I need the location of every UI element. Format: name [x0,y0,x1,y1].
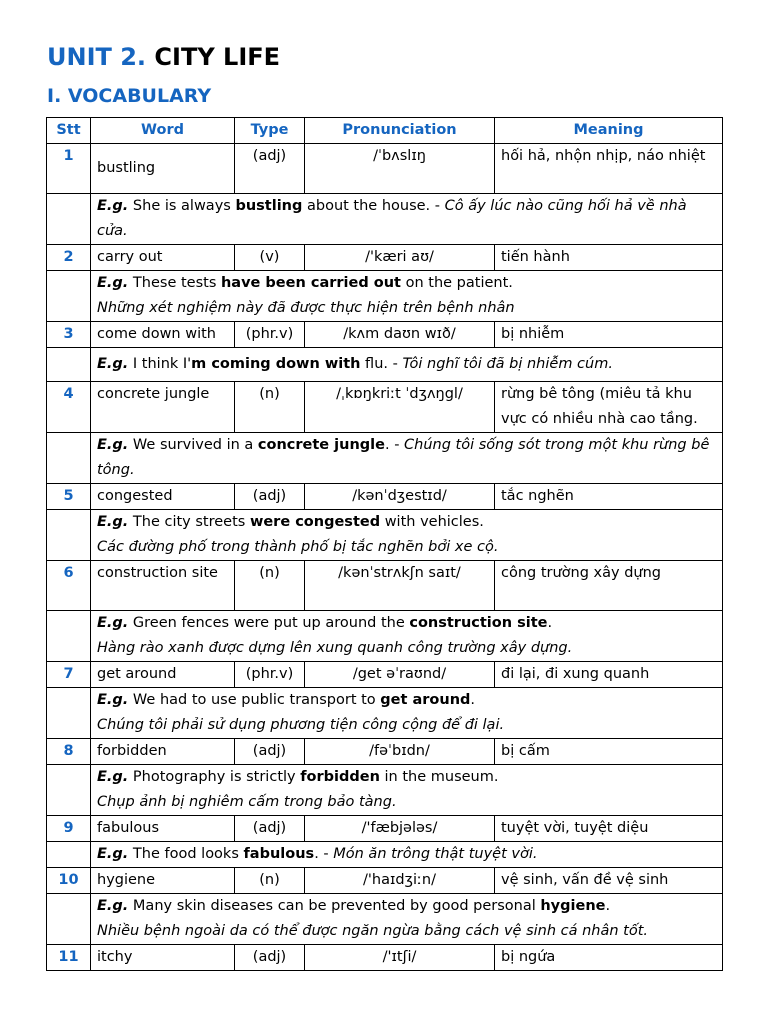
example-label: E.g. [97,437,129,453]
stt-cell: 3 [47,322,91,348]
example-keyword: fabulous [243,846,315,862]
example-cell [91,611,723,662]
pronunciation-cell: /fəˈbɪdn/ [305,739,495,765]
example-row [47,433,723,484]
pronunciation-cell: /'ɪtʃi/ [305,945,495,971]
meaning-cell: tắc nghẽn [495,484,723,510]
example-keyword: m coming down with [191,356,361,372]
header-stt: Stt [47,118,91,144]
example-text-pre: The city streets [128,514,250,530]
example-translation: Cô ấy lúc nào cũng hối hả về nhà cửa. [97,198,687,239]
example-translation: Tôi nghĩ tôi đã bị nhiễm cúm. [402,356,613,372]
word-row [47,561,723,611]
example-keyword: hygiene [540,898,606,914]
type-cell: (adj) [235,945,305,971]
word-cell: fabulous [91,816,235,842]
example-text-post: on the patient. [400,275,513,291]
example-text-pre: We had to use public transport to [128,692,381,708]
stt-cell: 4 [47,382,91,433]
stt-cell: 10 [47,868,91,894]
word-row [47,144,723,194]
stt-cell: 9 [47,816,91,842]
meaning-cell: bị cấm [495,739,723,765]
example-text-post: . [605,898,611,914]
example-row [47,271,723,322]
example-text-post: with vehicles. [380,514,484,530]
example-label: E.g. [97,692,129,708]
example-text-pre: I think I' [128,356,192,372]
stt-cell: 1 [47,144,91,194]
example-label: E.g. [97,615,129,631]
example-row [47,510,723,561]
example-spacer-cell [47,433,91,484]
example-translation: Nhiều bệnh ngoài da có thể được ngăn ngừa bằng cách vệ sinh cá nhân tốt. [97,923,649,939]
pronunciation-cell: /kənˈstrʌkʃn saɪt/ [305,561,495,611]
example-keyword: concrete jungle [257,437,385,453]
header-pronunciation: Pronunciation [305,118,495,144]
meaning-cell: bị ngứa [495,945,723,971]
example-spacer-cell [47,271,91,322]
example-text-post: . [547,615,553,631]
example-row [47,688,723,739]
example-text-pre: Photography is strictly [128,769,301,785]
meaning-cell: công trường xây dựng [495,561,723,611]
example-text-post: flu. - [360,356,403,372]
example-text-pre: These tests [128,275,221,291]
word-cell: carry out [91,245,235,271]
example-translation: Hàng rào xanh được dựng lên xung quanh công trường xây dựng. [97,640,573,656]
type-cell: (adj) [235,816,305,842]
example-keyword: construction site [409,615,548,631]
type-cell: (n) [235,561,305,611]
meaning-cell: đi lại, đi xung quanh [495,662,723,688]
meaning-cell: vệ sinh, vấn đề vệ sinh [495,868,723,894]
word-cell: construction site [91,561,235,611]
example-cell [91,433,723,484]
word-cell: concrete jungle [91,382,235,433]
header-type: Type [235,118,305,144]
example-label: E.g. [97,275,129,291]
word-row [47,816,723,842]
example-spacer-cell [47,765,91,816]
example-spacer-cell [47,194,91,245]
example-text-post: . - [314,846,334,862]
example-text-post: about the house. - [302,198,445,214]
stt-cell: 8 [47,739,91,765]
example-text-pre: Green fences were put up around the [128,615,410,631]
example-translation: Chúng tôi sống sót trong một khu rừng bê tông. [97,437,710,478]
word-row [47,245,723,271]
type-cell: (adj) [235,484,305,510]
pronunciation-cell: /'fæbjələs/ [305,816,495,842]
example-spacer-cell [47,611,91,662]
word-row [47,322,723,348]
word-row [47,662,723,688]
vocabulary-body [47,144,723,971]
meaning-cell: rừng bê tông (miêu tả khu vực có nhiều nhà cao tầng. [495,382,723,433]
type-cell: (phr.v) [235,322,305,348]
word-cell: itchy [91,945,235,971]
stt-cell: 7 [47,662,91,688]
example-label: E.g. [97,846,129,862]
example-spacer-cell [47,348,91,382]
example-spacer-cell [47,688,91,739]
stt-cell: 5 [47,484,91,510]
example-cell [91,194,723,245]
example-translation: Món ăn trông thật tuyệt vời. [333,846,538,862]
pronunciation-cell: /ˌkɒŋkriːt ˈdʒʌŋgl/ [305,382,495,433]
word-row [47,868,723,894]
vocabulary-table [46,117,723,971]
meaning-cell: hối hả, nhộn nhịp, náo nhiệt [495,144,723,194]
pronunciation-cell: /get əˈraʊnd/ [305,662,495,688]
example-text-pre: We survived in a [128,437,258,453]
example-cell [91,348,723,382]
example-spacer-cell [47,894,91,945]
pronunciation-cell: /kənˈdʒestɪd/ [305,484,495,510]
example-text-post: . - [384,437,405,453]
example-text-pre: Many skin diseases can be prevented by good personal [128,898,541,914]
example-row [47,894,723,945]
stt-cell: 6 [47,561,91,611]
word-cell: bustling [91,144,235,194]
example-label: E.g. [97,356,129,372]
example-spacer-cell [47,510,91,561]
word-cell: congested [91,484,235,510]
stt-cell: 11 [47,945,91,971]
table-header-row [47,118,723,144]
header-meaning: Meaning [495,118,723,144]
example-cell [91,765,723,816]
example-text-post: . [470,692,476,708]
example-keyword: forbidden [300,769,380,785]
example-cell [91,842,723,868]
word-cell: come down with [91,322,235,348]
unit-title [47,42,280,72]
unit-number: UNIT 2. [47,43,147,71]
meaning-cell: bị nhiễm [495,322,723,348]
example-translation: Chúng tôi phải sử dụng phương tiện công cộng để đi lại. [97,717,505,733]
example-keyword: have been carried out [220,275,401,291]
example-row [47,611,723,662]
word-cell: get around [91,662,235,688]
example-cell [91,510,723,561]
example-cell [91,271,723,322]
word-row [47,739,723,765]
example-cell [91,894,723,945]
word-row [47,484,723,510]
pronunciation-cell: /kʌm daʊn wɪð/ [305,322,495,348]
unit-name: CITY LIFE [154,43,281,71]
type-cell: (adj) [235,739,305,765]
word-cell: forbidden [91,739,235,765]
type-cell: (adj) [235,144,305,194]
example-keyword: get around [380,692,471,708]
example-keyword: were congested [249,514,381,530]
example-text-post: in the museum. [379,769,499,785]
word-row [47,945,723,971]
example-cell [91,688,723,739]
header-word: Word [91,118,235,144]
example-translation: Các đường phố trong thành phố bị tắc nghẽn bởi xe cộ. [97,539,499,555]
example-label: E.g. [97,898,129,914]
example-text-pre: The food looks [128,846,244,862]
example-keyword: bustling [235,198,303,214]
type-cell: (n) [235,868,305,894]
example-label: E.g. [97,514,129,530]
example-label: E.g. [97,769,129,785]
example-spacer-cell [47,842,91,868]
word-cell: hygiene [91,868,235,894]
pronunciation-cell: /ˈbʌslɪŋ [305,144,495,194]
pronunciation-cell: /'kæri aʊ/ [305,245,495,271]
pronunciation-cell: /'haɪdʒiːn/ [305,868,495,894]
example-translation: Chụp ảnh bị nghiêm cấm trong bảo tàng. [97,794,397,810]
example-row [47,194,723,245]
stt-cell: 2 [47,245,91,271]
meaning-cell: tiến hành [495,245,723,271]
example-label: E.g. [97,198,129,214]
type-cell: (n) [235,382,305,433]
example-row [47,765,723,816]
type-cell: (v) [235,245,305,271]
example-row [47,842,723,868]
type-cell: (phr.v) [235,662,305,688]
section-heading: I. VOCABULARY [47,85,212,107]
meaning-cell: tuyệt vời, tuyệt diệu [495,816,723,842]
example-text-pre: She is always [128,198,236,214]
example-translation: Những xét nghiệm này đã được thực hiện trên bệnh nhân [97,300,515,316]
word-row [47,382,723,433]
example-row [47,348,723,382]
